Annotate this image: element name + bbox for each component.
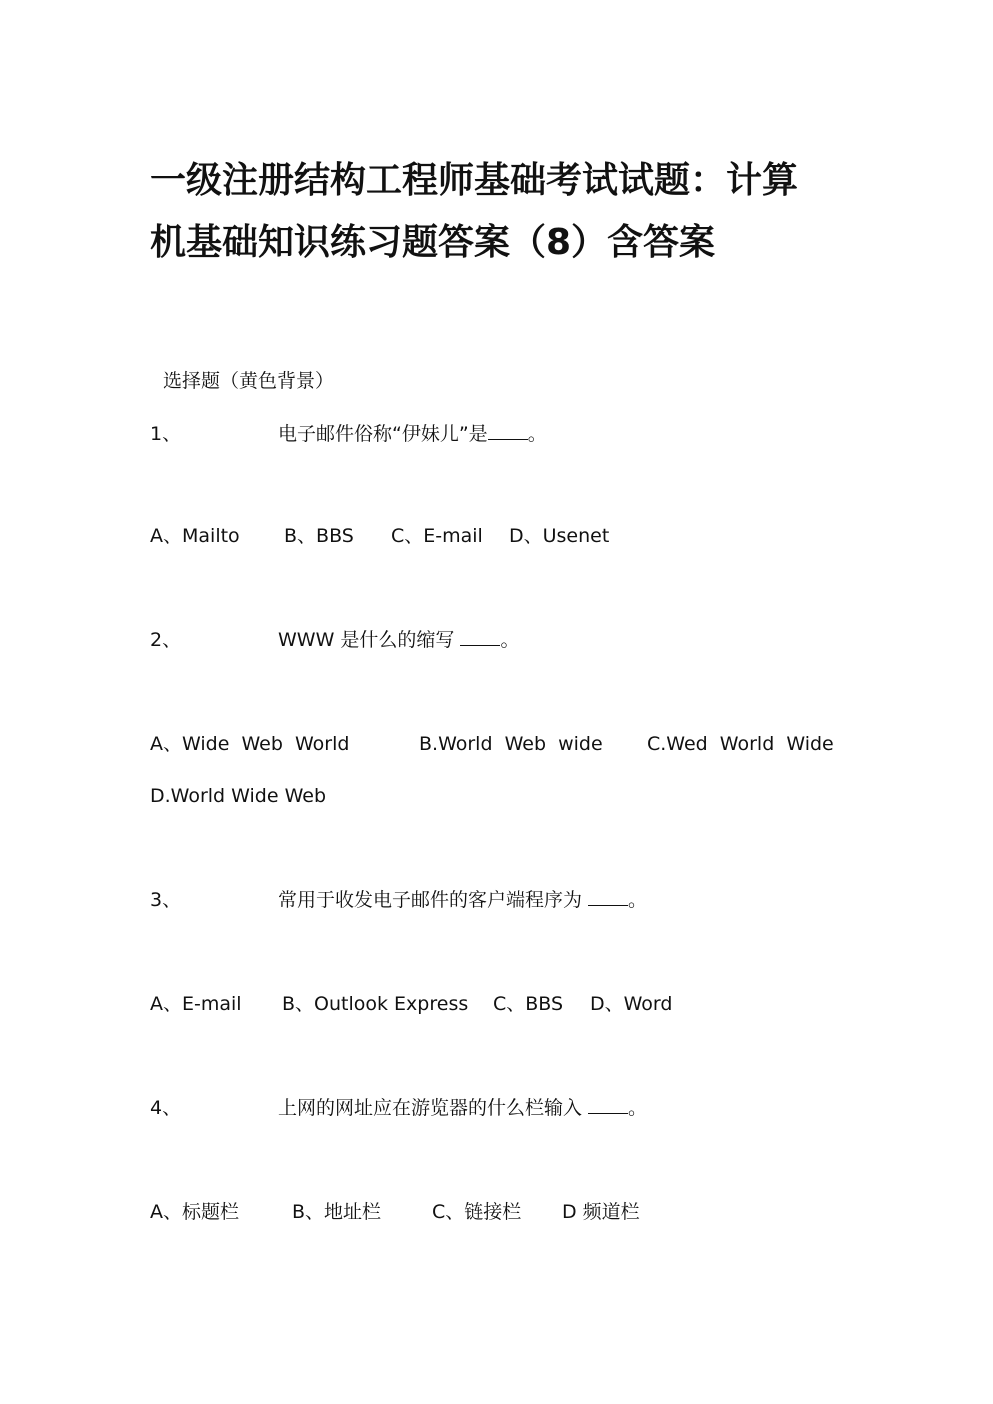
- option-a: A、Wide Web World: [150, 733, 350, 755]
- option-b: B、Outlook Express: [282, 993, 469, 1015]
- question-number: 1、: [150, 423, 182, 445]
- option-a: A、标题栏: [150, 1201, 239, 1223]
- question-end: 。: [628, 1097, 648, 1119]
- option-b: B、BBS: [284, 525, 354, 547]
- answer-blank: [460, 631, 500, 646]
- option-d: D 频道栏: [562, 1201, 640, 1223]
- option-c: C、链接栏: [432, 1201, 522, 1223]
- question-stem: 上网的网址应在游览器的什么栏输入: [278, 1097, 589, 1119]
- option-b: B.World Web wide: [419, 733, 603, 755]
- question-stem: 常用于收发电子邮件的客户端程序为: [278, 889, 589, 911]
- question-text: [278, 1099, 647, 1118]
- question-end: 。: [527, 423, 547, 445]
- option-d: D.World Wide Web: [150, 785, 327, 807]
- option-c: C、E-mail: [391, 525, 483, 547]
- option-c: C.Wed World Wide: [647, 733, 834, 755]
- question-stem: WWW 是什么的缩写: [278, 629, 461, 651]
- question-stem: 电子邮件俗称“伊妹儿”是: [278, 423, 488, 445]
- question-text: [278, 425, 547, 444]
- option-c: C、BBS: [493, 993, 564, 1015]
- question-end: 。: [500, 629, 520, 651]
- question-number: 4、: [150, 1097, 182, 1119]
- question-text: [278, 631, 519, 650]
- answer-blank: [488, 425, 528, 440]
- question-number: 2、: [150, 629, 182, 651]
- question-text: [278, 891, 647, 910]
- option-a: A、E-mail: [150, 993, 242, 1015]
- document-title-line-2: 机基础知识练习题答案（8）含答案: [150, 222, 716, 263]
- document-title-line-1: 一级注册结构工程师基础考试试题：计算: [150, 160, 799, 201]
- question-number: 3、: [150, 889, 182, 911]
- option-b: B、地址栏: [292, 1201, 382, 1223]
- option-a: A、Mailto: [150, 525, 240, 547]
- question-end: 。: [628, 889, 648, 911]
- answer-blank: [588, 1099, 628, 1114]
- answer-blank: [588, 891, 628, 906]
- option-d: D、Usenet: [509, 525, 610, 547]
- section-label: 选择题（黄色背景）: [163, 370, 335, 392]
- option-d: D、Word: [590, 993, 673, 1015]
